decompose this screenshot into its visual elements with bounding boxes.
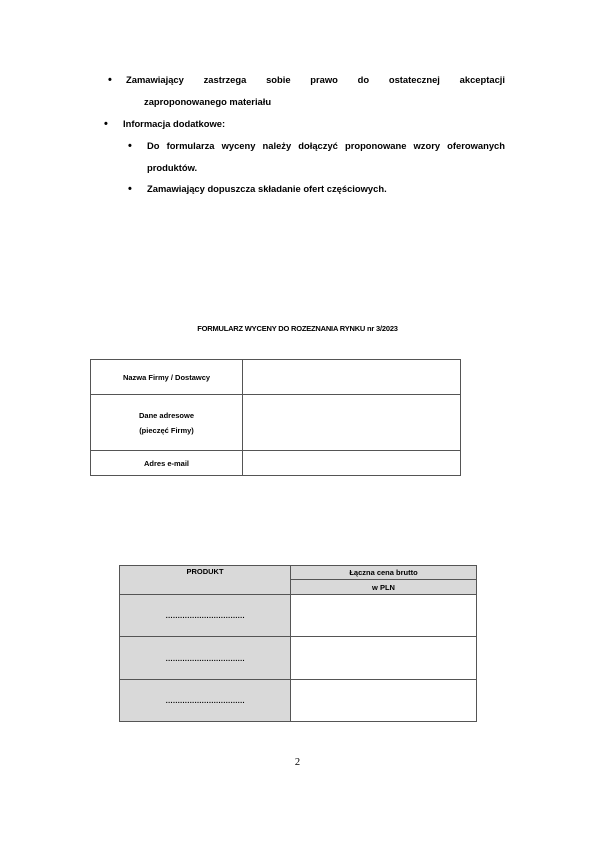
currency-column-header: w PLN: [291, 580, 477, 595]
product-price-table: [119, 565, 477, 722]
bullet-item-attach-samples-cont: produktów.: [147, 162, 198, 173]
table-row: [120, 637, 477, 680]
info-heading-text: Informacja dodatkowe:: [123, 118, 226, 129]
table-row: [120, 680, 477, 722]
price-field[interactable]: [291, 680, 477, 722]
email-field[interactable]: [243, 451, 461, 476]
company-name-label: Nazwa Firmy / Dostawcy: [91, 360, 243, 395]
form-title: FORMULARZ WYCENY DO ROZEZNANIA RYNKU nr 3/2023: [197, 324, 398, 333]
product-cell: [120, 595, 291, 637]
price-field[interactable]: [291, 637, 477, 680]
bullet-item-attach-samples: [128, 135, 505, 157]
product-column-header: PRODUKT: [120, 566, 291, 595]
price-field[interactable]: [291, 595, 477, 637]
company-name-field[interactable]: [243, 360, 461, 395]
bullet-icon: •: [128, 140, 132, 152]
bullet-item-acceptance: [108, 69, 505, 91]
product-placeholder: ……………………………: [165, 653, 245, 663]
supplier-info-table: [90, 359, 461, 476]
email-label: Adres e-mail: [91, 451, 243, 476]
info-heading: [104, 113, 226, 135]
bullet-text: Zamawiający zastrzega sobie prawo do ostatecznej akceptacji: [126, 74, 505, 85]
product-cell: [120, 637, 291, 680]
bullet-item-acceptance-cont: zaproponowanego materiału: [144, 96, 272, 107]
address-label-line2: (pieczęć Firmy): [139, 425, 194, 435]
product-placeholder: ……………………………: [165, 611, 245, 620]
product-cell: [120, 680, 291, 722]
address-label: [91, 395, 243, 451]
price-column-header: Łączna cena brutto: [291, 566, 477, 580]
table-row: [120, 595, 477, 637]
bullet-text: Zamawiający dopuszcza składanie ofert częściowych.: [147, 183, 387, 194]
bullet-icon: •: [128, 183, 132, 195]
bullet-item-partial-offers: [128, 178, 387, 200]
product-placeholder: ……………………………: [165, 696, 245, 705]
bullet-text: Do formularza wyceny należy dołączyć proponowane wzory oferowanych: [147, 140, 505, 151]
address-field[interactable]: [243, 395, 461, 451]
page-number: 2: [294, 757, 301, 768]
bullet-icon: •: [104, 118, 108, 130]
bullet-icon: •: [108, 74, 112, 86]
address-label-line1: Dane adresowe: [138, 410, 195, 420]
